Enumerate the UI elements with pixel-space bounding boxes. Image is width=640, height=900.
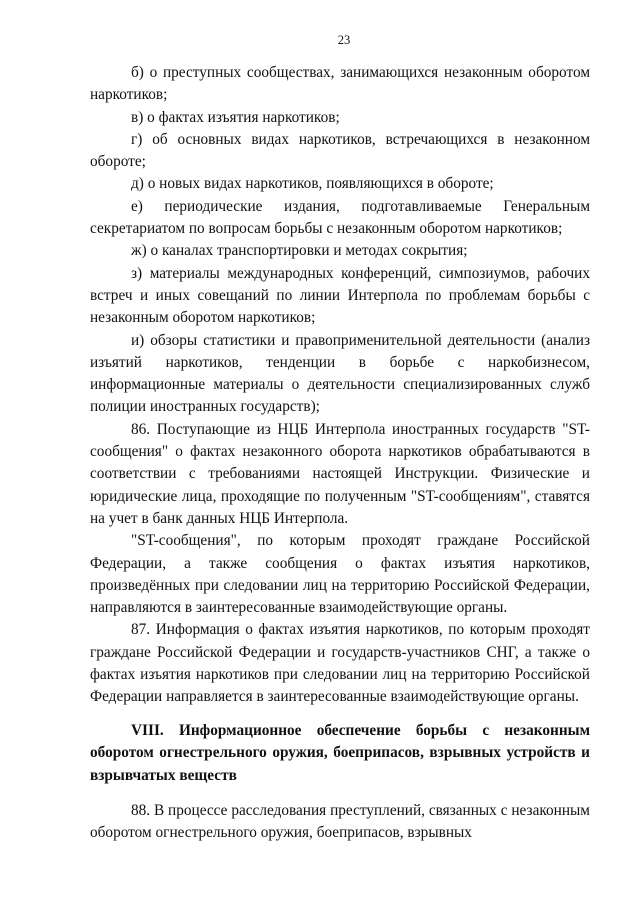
paragraph-86: 86. Поступающие из НЦБ Интерпола иностранных государств "ST-сообщения" о фактах незаконного оборота наркотиков обрабатываются в соответствии с требованиями настоящей Инструкции. Физические и юридические лица, проходящие по полученным "ST-сообщениям", ставятся на учет в банк данных НЦБ Интерпола.	[90, 420, 590, 527]
list-item-v: в) о фактах изъятия наркотиков;	[131, 108, 340, 126]
paragraph-88: 88. В процессе расследования преступлений, связанных с незаконным оборотом огнестрельного оружия, боеприпасов, взрывных	[90, 802, 590, 842]
paragraph-st-messages: "ST-сообщения", по которым проходят граждане Российской Федерации, а также сообщения о фактах изъятия наркотиков, произведённых при следовании лиц на территорию Российской Федерации, направляются в заинтересованные взаимодействующие органы.	[90, 532, 590, 617]
section-heading-viii: VIII. Информационное обеспечение борьбы с незаконным оборотом огнестрельного оружия, боеприпасов, взрывных устройств и взрывчатых веществ	[90, 721, 590, 784]
list-item-g: г) об основных видах наркотиков, встречающихся в незаконном обороте;	[90, 130, 590, 171]
list-item-i: и) обзоры статистики и правоприменительной деятельности (анализ изъятий наркотиков, тенденции в борьбе с наркобизнесом, информационные материалы о деятельности специализированных служб полиции иностранных государств);	[90, 331, 590, 416]
paragraph-87: 87. Информация о фактах изъятия наркотиков, по которым проходят граждане Российской Федерации и государств-участников СНГ, а также о фактах изъятия наркотиков при следовании лиц на территорию Российской Федерации направляется в заинтересованные взаимодействующие органы.	[90, 621, 590, 706]
list-item-zh: ж) о каналах транспортировки и методах сокрытия;	[131, 242, 468, 260]
list-item-z: з) материалы международных конференций, симпозиумов, рабочих встреч и иных совещаний по линии Интерпола по проблемам борьбы с незаконным оборотом наркотиков;	[90, 264, 590, 327]
page-number: 23	[337, 33, 351, 47]
document-body	[90, 62, 590, 845]
list-item-e: е) периодические издания, подготавливаемые Генеральным секретариатом по вопросам борьбы с незаконным оборотом наркотиков;	[90, 197, 590, 238]
list-item-b: б) о преступных сообществах, занимающихся незаконным оборотом наркотиков;	[90, 64, 590, 104]
list-item-d: д) о новых видах наркотиков, появляющихся в обороте;	[131, 175, 494, 193]
